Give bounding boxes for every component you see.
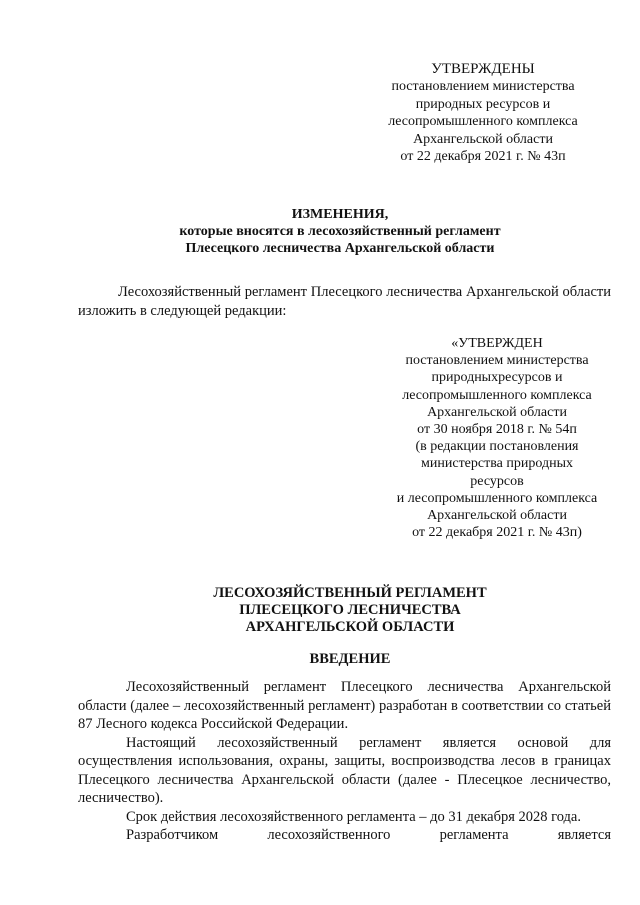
quoted-approval-line: ресурсов [470, 473, 524, 489]
regulation-title-line: АРХАНГЕЛЬСКОЙ ОБЛАСТИ [245, 619, 455, 635]
approval-line: Архангельской области [413, 131, 553, 147]
approval-stamp [360, 60, 606, 166]
quoted-approval-line: лесопромышленного комплекса [402, 387, 592, 403]
regulation-title [60, 585, 640, 636]
quoted-approval-line: Архангельской области [427, 508, 567, 524]
approval-line: лесопромышленного комплекса [388, 114, 578, 129]
quoted-approval-line: министерства природных [421, 456, 573, 472]
section-heading-introduction: ВВЕДЕНИЕ [309, 651, 391, 667]
approval-line: постановлением министерства [391, 79, 575, 94]
quoted-approval-line: постановлением министерства [405, 353, 589, 369]
body-paragraph: Настоящий лесохозяйственный регламент является основой для осуществления использования, охраны, защиты, воспроизводства лесов в границах Плесецкого лесничества Архангельской области (далее - Плесецкое лесничество, лесничество). [78, 734, 611, 806]
quoted-approval-line: (в редакции постановления [415, 439, 579, 455]
body-paragraph: Срок действия лесохозяйственного регламента – до 31 декабря 2028 года. [126, 808, 581, 825]
title-line: ИЗМЕНЕНИЯ, [291, 207, 389, 222]
quoted-approval-line: природныхресурсов и [431, 370, 563, 386]
introduction-body [78, 678, 611, 845]
quoted-approval-line: Архангельской области [427, 404, 567, 420]
title-line: Плесецкого лесничества Архангельской области [185, 241, 495, 256]
body-paragraph: Разработчиком лесохозяйственного регламента является [126, 827, 611, 843]
quoted-approval-line: от 22 декабря 2021 г. № 43п) [412, 525, 582, 541]
document-title [60, 206, 620, 257]
regulation-title-line: ПЛЕСЕЦКОГО ЛЕСНИЧЕСТВА [239, 602, 461, 618]
quoted-approval-line: от 30 ноября 2018 г. № 54п [417, 422, 577, 438]
approval-line: природных ресурсов и [415, 96, 551, 112]
intro-paragraph: Лесохозяйственный регламент Плесецкого лесничества Архангельской области изложить в следующей редакции: [78, 284, 611, 319]
body-paragraph: Лесохозяйственный регламент Плесецкого лесничества Архангельской области (далее – лесохозяйственный регламент) разработан в соответствии со статьей 87 Лесного кодекса Российской Федерации. [78, 679, 611, 732]
quoted-approval-line: и лесопромышленного комплекса [396, 490, 598, 506]
quoted-approval-stamp [382, 335, 612, 541]
quoted-approval-line: «УТВЕРЖДЕН [451, 336, 543, 351]
approval-heading: УТВЕРЖДЕНЫ [431, 61, 535, 77]
regulation-title-line: ЛЕСОХОЗЯЙСТВЕННЫЙ РЕГЛАМЕНТ [213, 585, 487, 601]
approval-line: от 22 декабря 2021 г. № 43п [400, 149, 566, 164]
title-line: которые вносятся в лесохозяйственный регламент [179, 224, 501, 239]
